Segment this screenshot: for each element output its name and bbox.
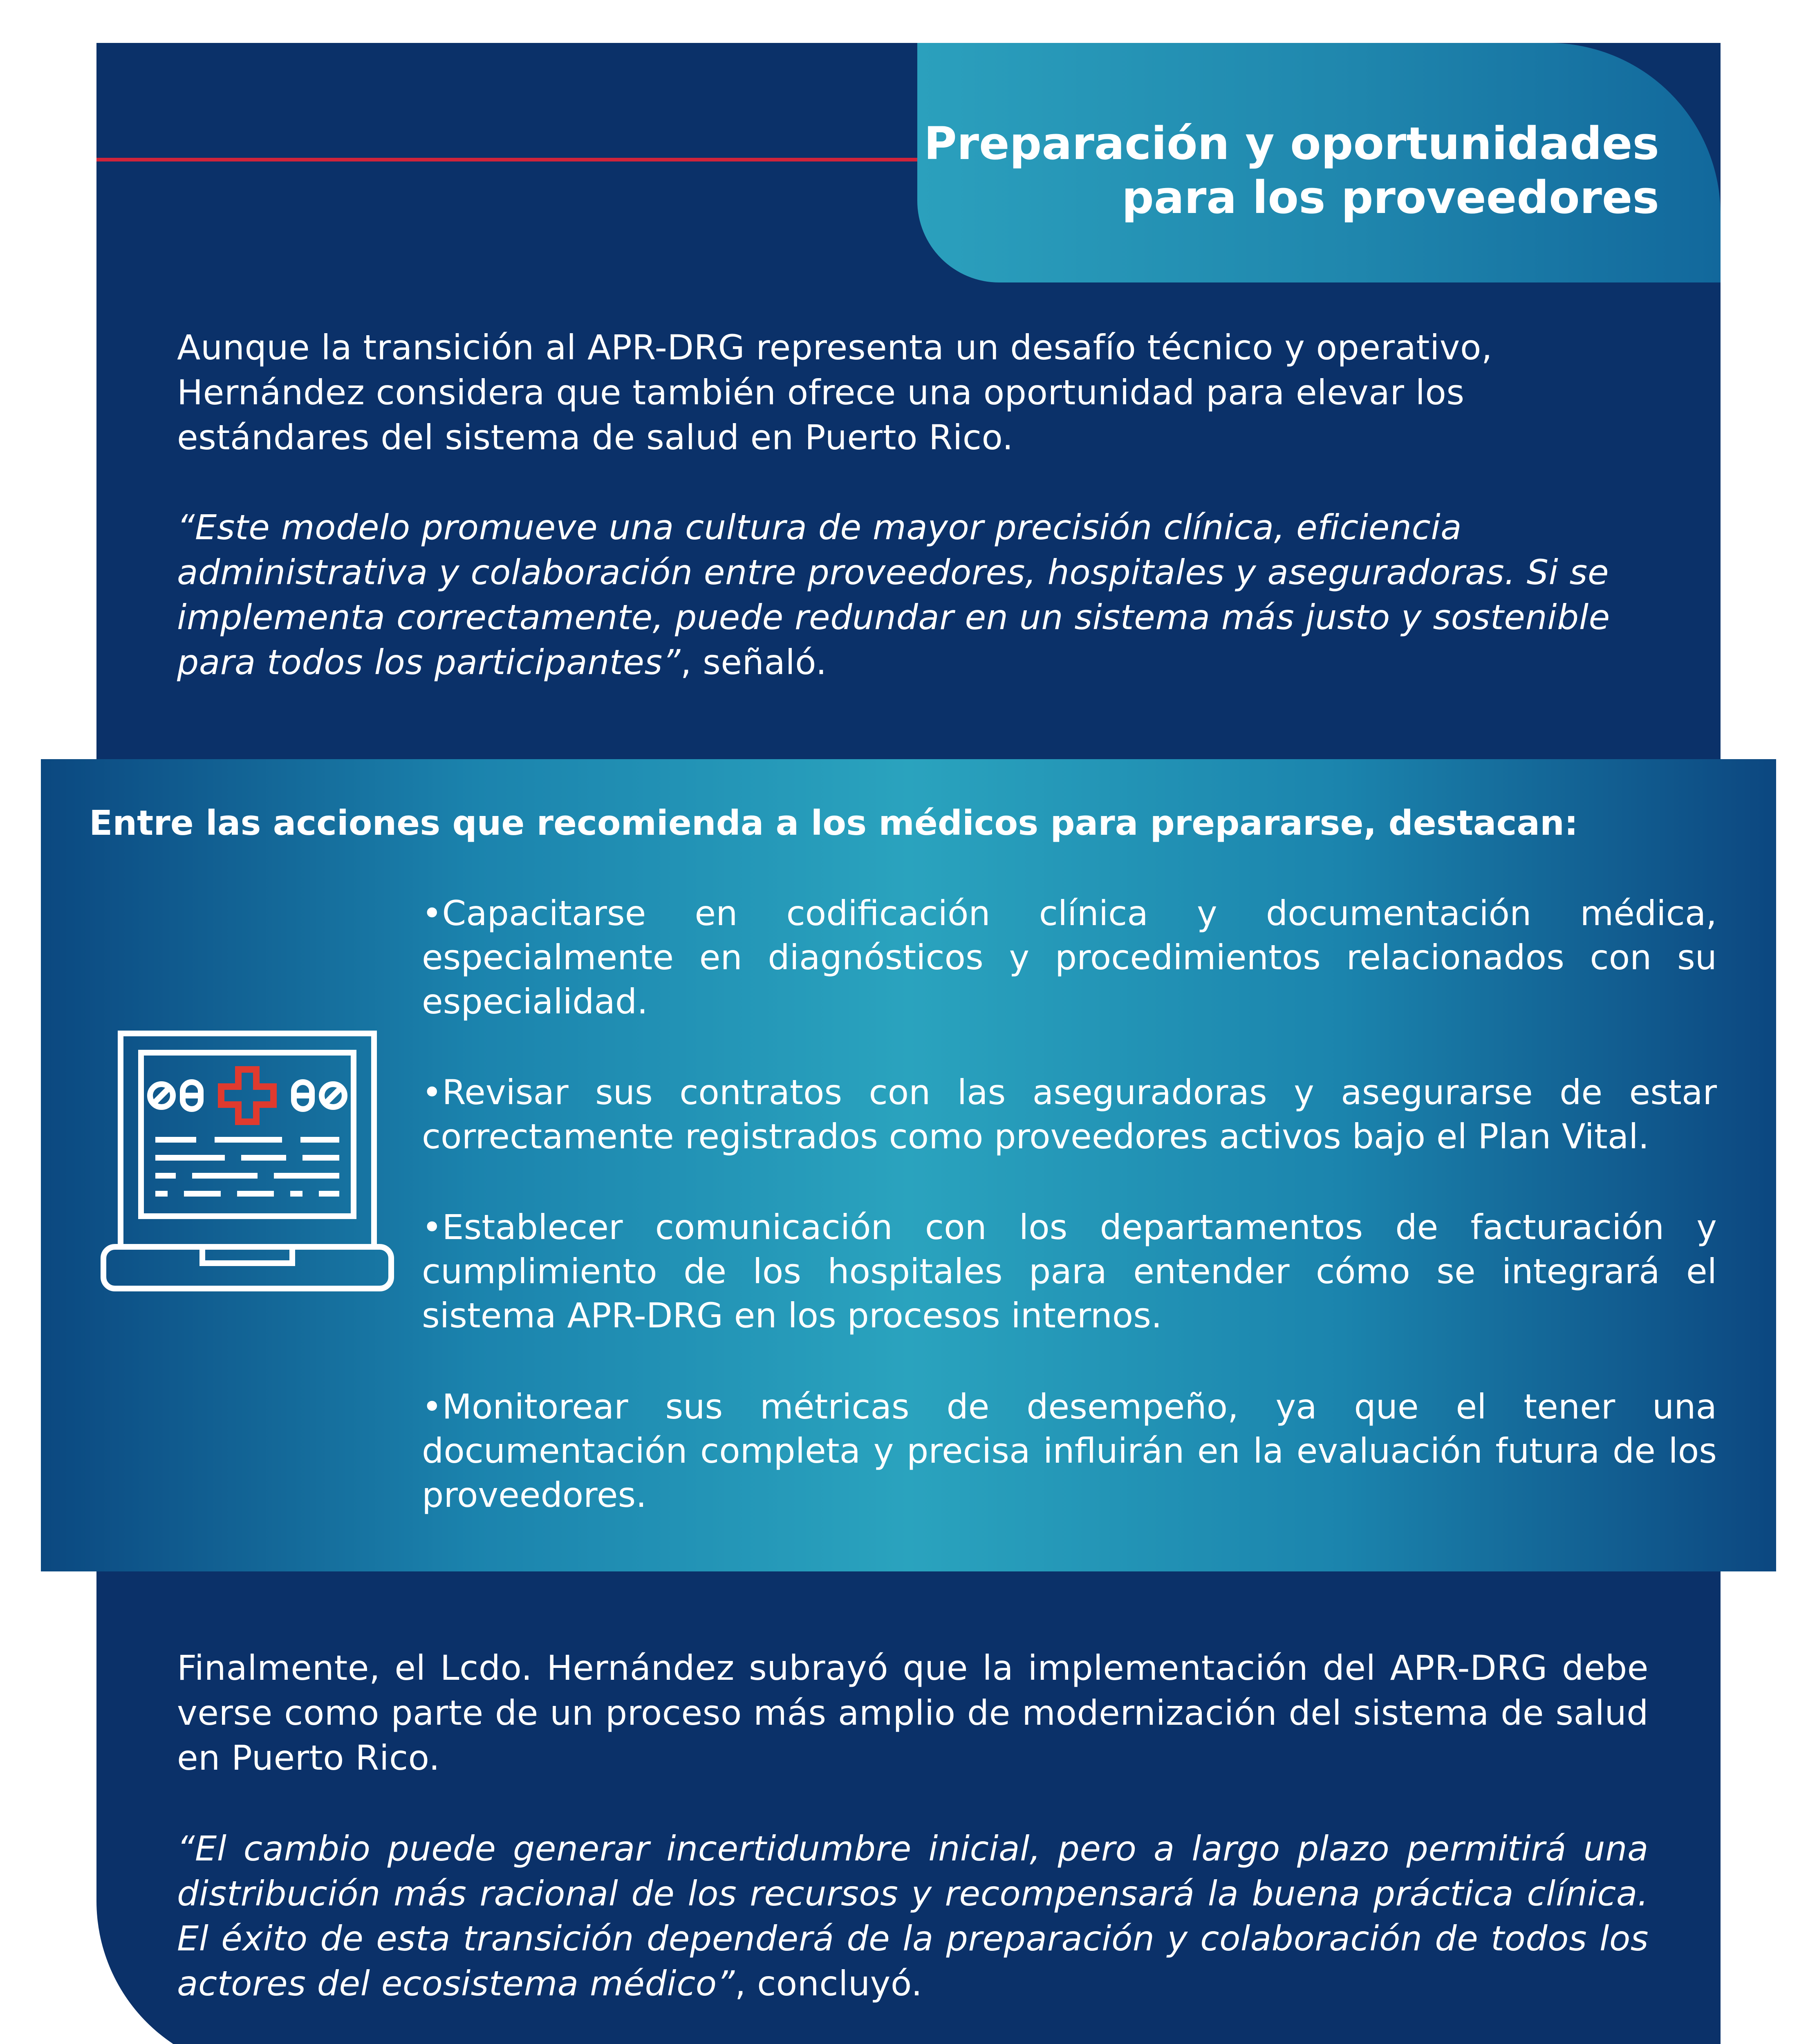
- action-item: •Establecer comunicación con los departamentos de facturación y cumplimiento de los hospitales para entender cómo se integrará el sistema APR-DRG en los procesos internos.: [422, 1207, 1717, 1336]
- actions-heading: Entre las acciones que recomienda a los médicos para prepararse, destacan:: [89, 803, 1578, 843]
- intro-quote-paragraph: [177, 505, 1689, 685]
- intro-quote-attribution: , señaló.: [680, 642, 827, 682]
- action-item: •Monitorear sus métricas de desempeño, ya que el tener una documentación completa y precisa influirán en la evaluación futura de los proveedores.: [422, 1387, 1717, 1515]
- intro-paragraph: Aunque la transición al APR-DRG representa un desafío técnico y operativo, Hernández considera que también ofrece una oportunidad para elevar los estándares del sistema de salud en Puerto Rico.: [177, 327, 1493, 457]
- action-item: •Capacitarse en codificación clínica y documentación médica, especialmente en diagnósticos y procedimientos relacionados con su especialidad.: [422, 893, 1717, 1022]
- closing-quote-attribution: , concluyó.: [735, 1963, 923, 2004]
- action-item: •Revisar sus contratos con las aseguradoras y asegurarse de estar correctamente registrados como proveedores activos bajo el Plan Vital.: [422, 1072, 1717, 1156]
- closing-quote: “El cambio puede generar incertidumbre inicial, pero a largo plazo permitirá una distribución más racional de los recursos y recompensará la buena práctica clínica. El éxito de esta transición dependerá de la preparación y colaboración de todos los actores del ecosistema médico”: [177, 1829, 1649, 2004]
- section-title-line-1: Preparación y oportunidades: [924, 117, 1659, 170]
- section-title-line-2: para los proveedores: [1122, 171, 1659, 224]
- intro-quote: “Este modelo promueve una cultura de mayor precisión clínica, eficiencia administrativa y colaboración entre proveedores, hospitales y aseguradoras. Si se implementa correctamente, puede redundar en un sistema más justo y sostenible para todos los participantes”: [177, 507, 1610, 682]
- section-title-tab: [917, 43, 1721, 282]
- closing-quote-paragraph: [177, 1826, 1649, 2006]
- laptop-medical-icon: [100, 1030, 394, 1292]
- title-divider-line: [96, 158, 922, 161]
- closing-paragraph: Finalmente, el Lcdo. Hernández subrayó que la implementación del APR-DRG debe verse como parte de un proceso más amplio de modernización del sistema de salud en Puerto Rico.: [177, 1648, 1649, 1778]
- section-title: [923, 117, 1659, 224]
